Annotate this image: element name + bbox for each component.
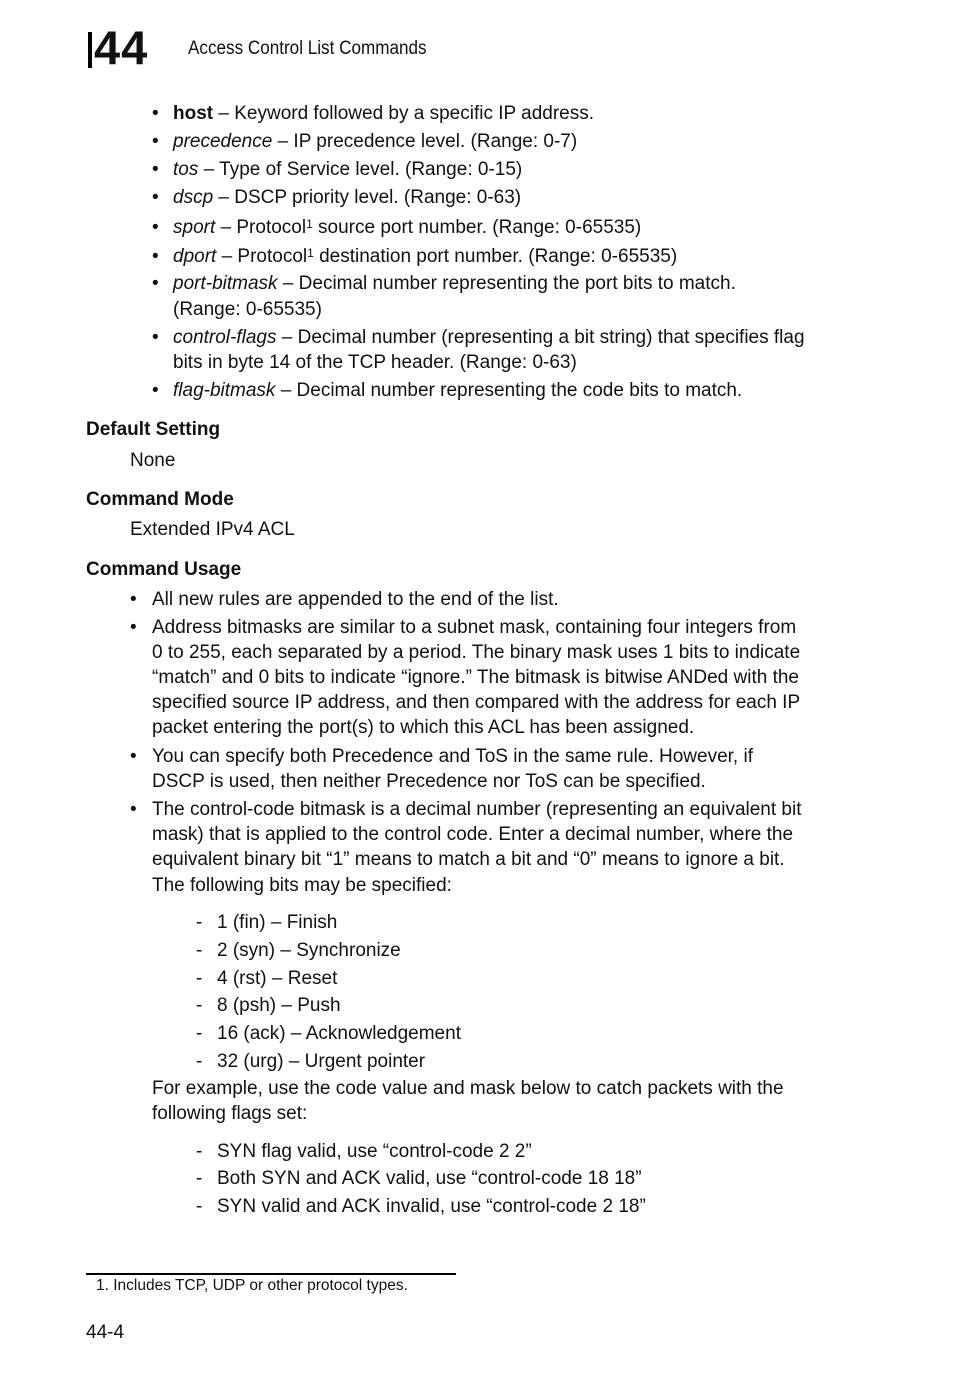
page-number: 44-4	[86, 1322, 125, 1343]
bullet: •	[130, 799, 137, 820]
usage-line: You can specify both Precedence and ToS in the same rule. However, if	[152, 746, 753, 767]
bullet: •	[152, 103, 159, 124]
bit-item: 1 (fin) – Finish	[217, 912, 338, 933]
param-dscp: dscp – DSCP priority level. (Range: 0-63)	[173, 187, 522, 208]
param-control-flags-line2: bits in byte 14 of the TCP header. (Range: 0-63)	[173, 352, 577, 373]
dash: -	[196, 995, 203, 1016]
bullet: •	[130, 617, 137, 638]
usage-line: All new rules are appended to the end of the list.	[152, 589, 559, 610]
bullet: •	[152, 273, 159, 294]
usage-line: specified source IP address, and then compared with the address for each IP	[152, 692, 801, 713]
command-usage-heading: Command Usage	[86, 559, 242, 580]
bit-item: 8 (psh) – Push	[217, 995, 341, 1016]
example-item: SYN valid and ACK invalid, use “control-code 2 18”	[217, 1196, 646, 1217]
dash: -	[196, 1051, 203, 1072]
dash: -	[196, 940, 203, 961]
usage-line: mask) that is applied to the control code. Enter a decimal number, where the	[152, 824, 794, 845]
bullet: •	[152, 131, 159, 152]
usage-line: equivalent binary bit “1” means to match a bit and “0” means to ignore a bit.	[152, 849, 785, 870]
default-setting-heading: Default Setting	[86, 419, 221, 440]
example-intro: following flags set:	[152, 1103, 308, 1124]
chapter-badge	[88, 21, 168, 74]
bit-item: 16 (ack) – Acknowledgement	[217, 1023, 461, 1044]
footnote-ref: 1	[306, 217, 313, 231]
bullet: •	[152, 380, 159, 401]
param-host: host – Keyword followed by a specific IP address.	[173, 103, 595, 124]
dash: -	[196, 912, 203, 933]
chapter-number: 44	[94, 21, 149, 74]
bullet: •	[152, 217, 159, 238]
default-setting-value: None	[130, 450, 176, 471]
param-precedence: precedence – IP precedence level. (Range: 0-7)	[173, 131, 578, 152]
dash: -	[196, 1168, 203, 1189]
param-port-bitmask: port-bitmask – Decimal number representing the port bits to match.	[173, 273, 736, 294]
dash: -	[196, 1141, 203, 1162]
chapter-title: Access Control List Commands	[188, 38, 427, 59]
bullet: •	[152, 327, 159, 348]
bullet: •	[130, 746, 137, 767]
param-dport: dport – Protocol$^1$ destination port number. (Range: 0-65535)	[173, 246, 678, 267]
chapter-bar	[88, 32, 92, 68]
param-port-bitmask-line2: (Range: 0-65535)	[173, 299, 322, 320]
bullet: •	[152, 159, 159, 180]
command-mode-heading: Command Mode	[86, 489, 234, 510]
bullet: •	[152, 246, 159, 267]
param-control-flags: control-flags – Decimal number (representing a bit string) that specifies flag	[173, 327, 805, 348]
param-tos: tos – Type of Service level. (Range: 0-15)	[173, 159, 523, 180]
usage-line: 0 to 255, each separated by a period. The binary mask uses 1 bits to indicate	[152, 642, 801, 663]
footnote: 1. Includes TCP, UDP or other protocol types.	[96, 1277, 408, 1294]
param-sport: sport – Protocol$^1$ source port number. (Range: 0-65535)	[173, 217, 642, 238]
dash: -	[196, 1196, 203, 1217]
usage-line: Address bitmasks are similar to a subnet mask, containing four integers from	[152, 617, 797, 638]
usage-line: packet entering the port(s) to which this ACL has been assigned.	[152, 717, 695, 738]
footnote-rule	[86, 1273, 456, 1275]
dash: -	[196, 1023, 203, 1044]
example-item: SYN flag valid, use “control-code 2 2”	[217, 1141, 532, 1162]
bit-item: 4 (rst) – Reset	[217, 968, 338, 989]
bullet: •	[152, 187, 159, 208]
usage-line: The following bits may be specified:	[152, 875, 452, 896]
example-item: Both SYN and ACK valid, use “control-code 18 18”	[217, 1168, 642, 1189]
bullet: •	[130, 589, 137, 610]
bit-item: 2 (syn) – Synchronize	[217, 940, 401, 961]
usage-line: “match” and 0 bits to indicate “ignore.” The bitmask is bitwise ANDed with the	[152, 667, 799, 688]
footnote-ref: 1	[307, 246, 314, 260]
dash: -	[196, 968, 203, 989]
param-flag-bitmask: flag-bitmask – Decimal number representing the code bits to match.	[173, 380, 743, 401]
command-mode-value: Extended IPv4 ACL	[130, 519, 295, 540]
bit-item: 32 (urg) – Urgent pointer	[217, 1051, 426, 1072]
usage-line: The control-code bitmask is a decimal number (representing an equivalent bit	[152, 799, 802, 820]
example-intro: For example, use the code value and mask below to catch packets with the	[152, 1078, 784, 1099]
usage-line: DSCP is used, then neither Precedence nor ToS can be specified.	[152, 771, 706, 792]
